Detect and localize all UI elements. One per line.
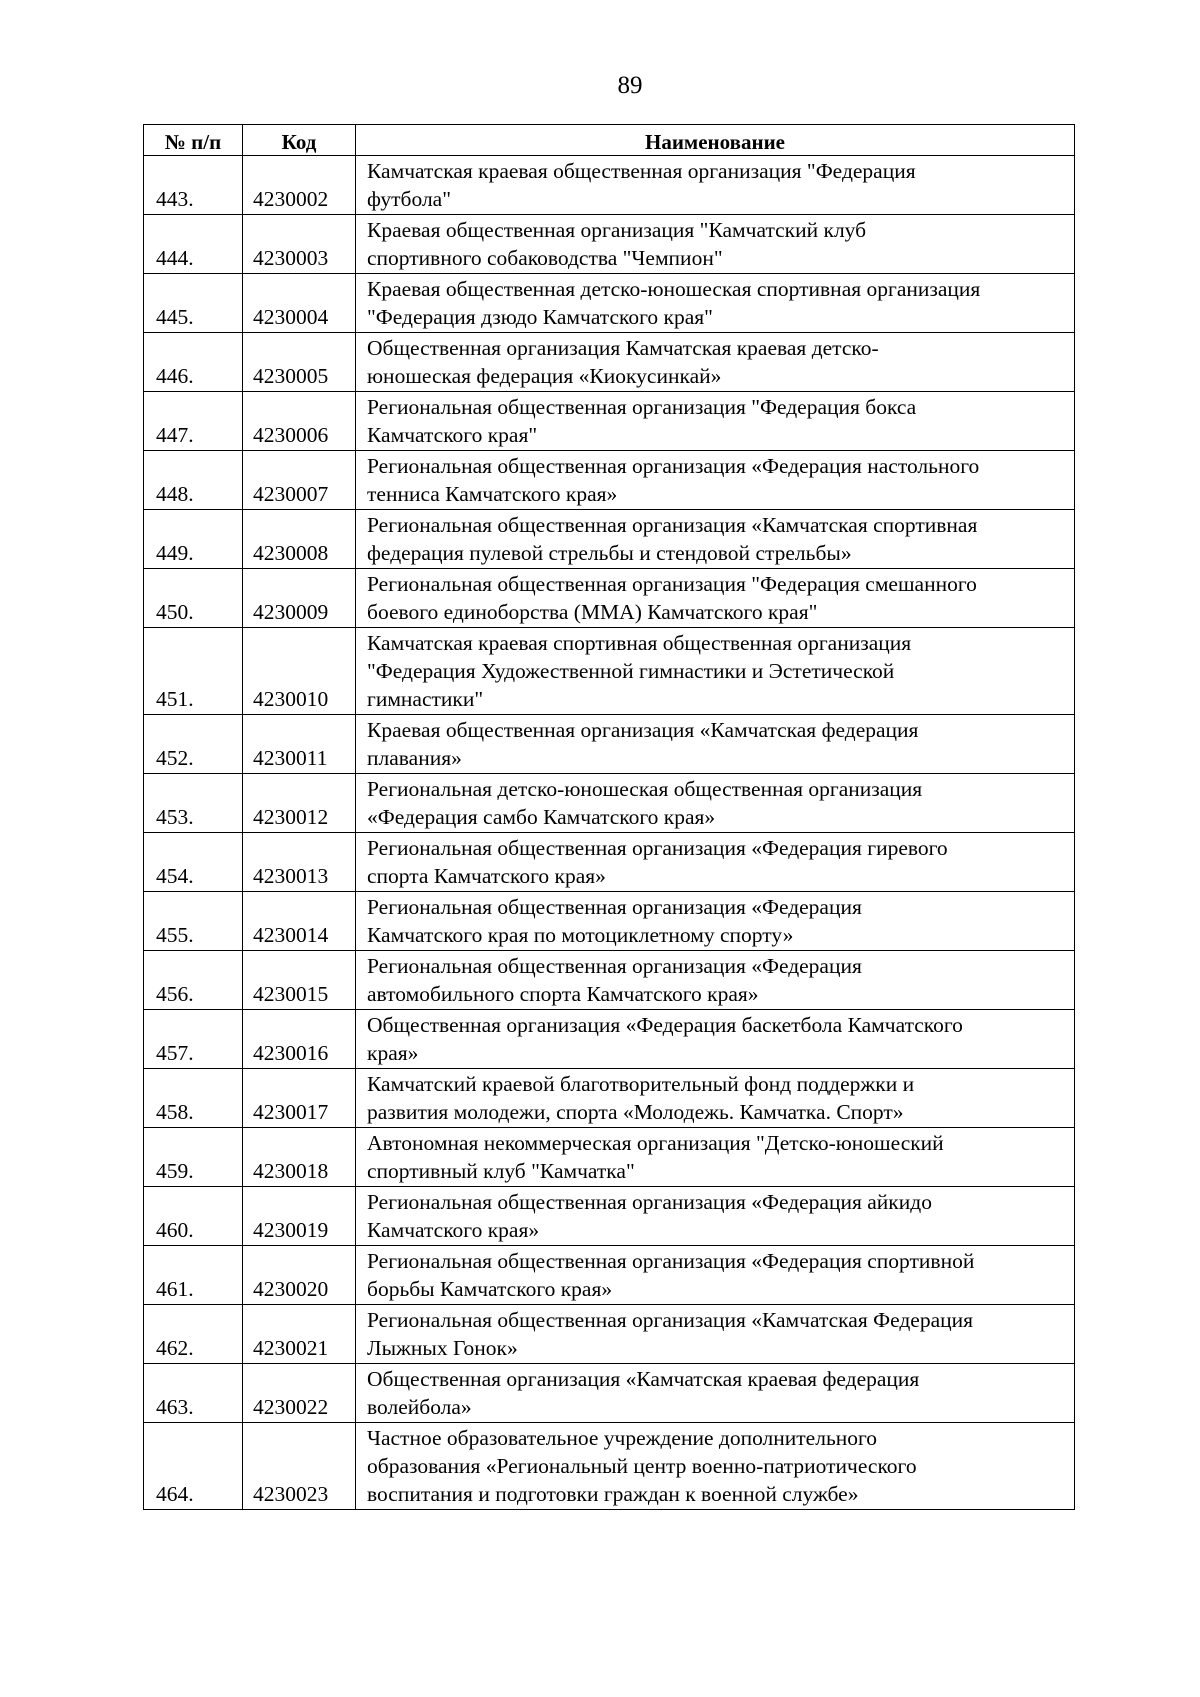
name-line: воспитания и подготовки граждан к военной службе»: [367, 1482, 859, 1506]
name-line: Региональная общественная организация "Федерация смешанного: [367, 572, 977, 596]
row-name-cell: [356, 1246, 1075, 1305]
name-line: Частное образовательное учреждение дополнительного: [367, 1426, 878, 1450]
row-code-cell: 4230008: [243, 510, 356, 569]
row-number-cell: 462.: [144, 1305, 243, 1364]
row-number-cell: 464.: [144, 1423, 243, 1510]
row-name-cell: [356, 951, 1075, 1010]
name-line: Общественная организация «Камчатская краевая федерация: [367, 1367, 920, 1391]
table-row: [144, 215, 1075, 274]
row-code-cell: 4230019: [243, 1187, 356, 1246]
row-code-cell: 4230006: [243, 392, 356, 451]
table-row: [144, 451, 1075, 510]
row-number-cell: 452.: [144, 715, 243, 774]
table-row: [144, 951, 1075, 1010]
row-name-cell: [356, 892, 1075, 951]
name-line: спорта Камчатского края»: [367, 864, 606, 888]
row-code-cell: 4230002: [243, 156, 356, 215]
name-line: Региональная детско-юношеская общественная организация: [367, 777, 923, 801]
row-code-cell: 4230011: [243, 715, 356, 774]
name-line: волейбола»: [367, 1395, 472, 1419]
row-number-cell: 461.: [144, 1246, 243, 1305]
row-number-cell: 454.: [144, 833, 243, 892]
column-header-num: № п/п: [144, 125, 243, 156]
name-line: края»: [367, 1041, 419, 1065]
row-name-cell: [356, 451, 1075, 510]
table-row: [144, 1128, 1075, 1187]
row-number-cell: 451.: [144, 628, 243, 715]
name-line: автомобильного спорта Камчатского края»: [367, 982, 759, 1006]
organizations-table: [143, 124, 1075, 1510]
name-line: футбола": [367, 187, 451, 211]
name-line: Региональная общественная организация «Камчатская спортивная: [367, 513, 978, 537]
row-name-cell: [356, 1364, 1075, 1423]
table-row: [144, 1246, 1075, 1305]
name-line: Камчатская краевая спортивная общественная организация: [367, 631, 912, 655]
row-number-cell: 447.: [144, 392, 243, 451]
row-name-cell: [356, 1069, 1075, 1128]
name-line: Региональная общественная организация «Федерация айкидо: [367, 1190, 932, 1214]
row-number-cell: 459.: [144, 1128, 243, 1187]
column-header-name: Наименование: [356, 125, 1075, 156]
name-line: Краевая общественная организация «Камчатская федерация: [367, 718, 919, 742]
table-row: [144, 774, 1075, 833]
row-code-cell: 4230009: [243, 569, 356, 628]
row-number-cell: 457.: [144, 1010, 243, 1069]
row-name-cell: [356, 1423, 1075, 1510]
table-row: [144, 156, 1075, 215]
name-line: Региональная общественная организация «Федерация гиревого: [367, 836, 948, 860]
table-row: [144, 1010, 1075, 1069]
row-number-cell: 444.: [144, 215, 243, 274]
name-line: Автономная некоммерческая организация "Детско-юношеский: [367, 1131, 944, 1155]
name-line: Региональная общественная организация «Федерация: [367, 895, 862, 919]
row-number-cell: 455.: [144, 892, 243, 951]
row-code-cell: 4230004: [243, 274, 356, 333]
name-line: Региональная общественная организация "Федерация бокса: [367, 395, 917, 419]
name-line: развития молодежи, спорта «Молодежь. Камчатка. Спорт»: [367, 1100, 904, 1124]
row-number-cell: 449.: [144, 510, 243, 569]
table-body: [144, 156, 1075, 1510]
name-line: Региональная общественная организация «Федерация: [367, 954, 862, 978]
name-line: гимнастики": [367, 687, 484, 711]
row-name-cell: [356, 392, 1075, 451]
table-row: [144, 1069, 1075, 1128]
name-line: «Федерация самбо Камчатского края»: [367, 805, 716, 829]
row-code-cell: 4230020: [243, 1246, 356, 1305]
row-name-cell: [356, 1305, 1075, 1364]
row-code-cell: 4230016: [243, 1010, 356, 1069]
row-name-cell: [356, 1128, 1075, 1187]
table-row: [144, 892, 1075, 951]
table-row: [144, 1305, 1075, 1364]
row-code-cell: 4230003: [243, 215, 356, 274]
row-code-cell: 4230014: [243, 892, 356, 951]
name-line: "Федерация Художественной гимнастики и Эстетической: [367, 659, 895, 683]
row-number-cell: 460.: [144, 1187, 243, 1246]
name-line: образования «Региональный центр военно-патриотического: [367, 1454, 917, 1478]
row-code-cell: 4230010: [243, 628, 356, 715]
row-number-cell: 446.: [144, 333, 243, 392]
row-name-cell: [356, 215, 1075, 274]
table-row: [144, 274, 1075, 333]
row-code-cell: 4230005: [243, 333, 356, 392]
row-name-cell: [356, 1010, 1075, 1069]
name-line: Лыжных Гонок»: [367, 1336, 518, 1360]
name-line: Камчатская краевая общественная организация "Федерация: [367, 159, 916, 183]
name-line: Региональная общественная организация «Федерация настольного: [367, 454, 980, 478]
name-line: борьбы Камчатского края»: [367, 1277, 613, 1301]
column-header-code: Код: [243, 125, 356, 156]
row-code-cell: 4230007: [243, 451, 356, 510]
name-line: Общественная организация «Федерация баскетбола Камчатского: [367, 1013, 963, 1037]
row-name-cell: [356, 833, 1075, 892]
table-row: [144, 1364, 1075, 1423]
name-line: "Федерация дзюдо Камчатского края": [367, 305, 713, 329]
table-row: [144, 569, 1075, 628]
row-number-cell: 450.: [144, 569, 243, 628]
row-name-cell: [356, 628, 1075, 715]
row-number-cell: 453.: [144, 774, 243, 833]
table-header-row: [144, 125, 1075, 156]
table-row: [144, 628, 1075, 715]
table-row: [144, 392, 1075, 451]
row-name-cell: [356, 510, 1075, 569]
page-number: 89: [617, 72, 643, 99]
row-number-cell: 456.: [144, 951, 243, 1010]
name-line: Краевая общественная детско-юношеская спортивная организация: [367, 277, 981, 301]
row-code-cell: 4230022: [243, 1364, 356, 1423]
name-line: Камчатского края по мотоциклетному спорту»: [367, 923, 794, 947]
table-row: [144, 510, 1075, 569]
table-row: [144, 1423, 1075, 1510]
row-name-cell: [356, 1187, 1075, 1246]
name-line: тенниса Камчатского края»: [367, 482, 618, 506]
name-line: спортивного собаководства "Чемпион": [367, 246, 723, 270]
row-code-cell: 4230021: [243, 1305, 356, 1364]
row-number-cell: 463.: [144, 1364, 243, 1423]
name-line: федерация пулевой стрельбы и стендовой стрельбы»: [367, 541, 852, 565]
name-line: Камчатского края»: [367, 1218, 540, 1242]
row-number-cell: 458.: [144, 1069, 243, 1128]
row-code-cell: 4230015: [243, 951, 356, 1010]
row-code-cell: 4230017: [243, 1069, 356, 1128]
row-name-cell: [356, 274, 1075, 333]
row-code-cell: 4230013: [243, 833, 356, 892]
name-line: Общественная организация Камчатская краевая детско-: [367, 336, 879, 360]
name-line: плавания»: [367, 746, 462, 770]
row-code-cell: 4230012: [243, 774, 356, 833]
row-name-cell: [356, 156, 1075, 215]
row-code-cell: 4230018: [243, 1128, 356, 1187]
table-row: [144, 833, 1075, 892]
name-line: боевого единоборства (ММА) Камчатского края": [367, 600, 818, 624]
row-number-cell: 448.: [144, 451, 243, 510]
table-row: [144, 1187, 1075, 1246]
row-number-cell: 445.: [144, 274, 243, 333]
row-number-cell: 443.: [144, 156, 243, 215]
name-line: Камчатский краевой благотворительный фонд поддержки и: [367, 1072, 915, 1096]
table-row: [144, 715, 1075, 774]
row-code-cell: 4230023: [243, 1423, 356, 1510]
row-name-cell: [356, 569, 1075, 628]
row-name-cell: [356, 774, 1075, 833]
name-line: Краевая общественная организация "Камчатский клуб: [367, 218, 867, 242]
name-line: спортивный клуб "Камчатка": [367, 1159, 635, 1183]
name-line: Камчатского края": [367, 423, 538, 447]
name-line: Региональная общественная организация «Камчатская Федерация: [367, 1308, 974, 1332]
table-row: [144, 333, 1075, 392]
name-line: Региональная общественная организация «Федерация спортивной: [367, 1249, 975, 1273]
row-name-cell: [356, 715, 1075, 774]
name-line: юношеская федерация «Киокусинкай»: [367, 364, 722, 388]
row-name-cell: [356, 333, 1075, 392]
